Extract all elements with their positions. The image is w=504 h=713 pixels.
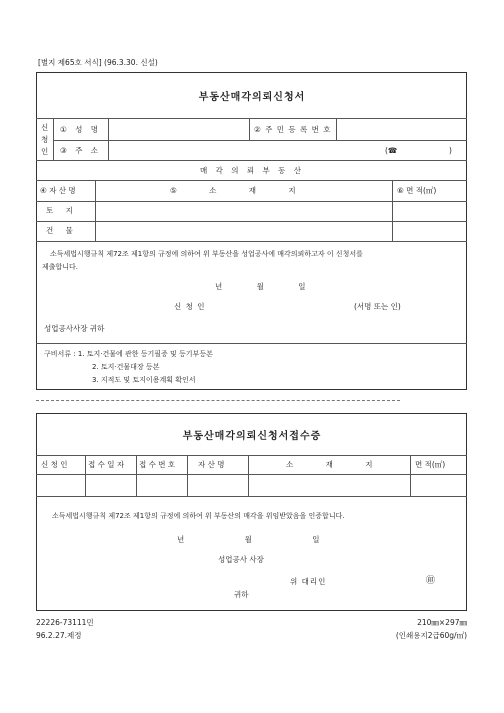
building-area-field[interactable] — [394, 222, 465, 240]
land-location-field[interactable] — [97, 202, 390, 220]
paper-spec: (인쇄용지2급60g/㎡) — [395, 631, 467, 640]
receipt-col-location: 소 재 지 — [286, 460, 373, 469]
name-field[interactable] — [110, 120, 247, 138]
resident-number-label: ② 주 민 등 록 번 호 — [254, 125, 332, 134]
building-location-field[interactable] — [97, 222, 390, 240]
receipt-applicant-field[interactable] — [38, 476, 84, 495]
agent-label: 위 대리인 — [290, 577, 327, 586]
receipt-number-field[interactable] — [138, 476, 186, 495]
attachment-item: 2. 토지·건물대장 등본 — [92, 363, 160, 371]
form-code: 22226-73111민 — [36, 618, 94, 627]
form-number-note: [별지 제65호 서식] (96.3.30. 신설) — [38, 58, 158, 67]
col-area: ⑥ 면 적(㎡) — [397, 186, 437, 195]
col-asset-name: ④ 자 산 명 — [40, 186, 76, 195]
receipt-col-date: 접 수 일 자 — [88, 460, 125, 469]
address-label: ③ 주 소 — [60, 146, 101, 155]
cut-line — [36, 400, 400, 401]
applicant-side-label-1: 신 — [41, 123, 49, 132]
resident-number-field[interactable] — [338, 120, 465, 138]
phone-close: ) — [449, 146, 452, 155]
receipt-col-number: 접 수 번 호 — [139, 460, 176, 469]
date-label: 년 월 일 — [215, 282, 306, 291]
land-area-field[interactable] — [394, 202, 465, 220]
applicant-side-label-3: 인 — [41, 147, 49, 156]
receipt-issuer: 성업공사 사장 — [218, 555, 264, 564]
paper-size: 210㎜×297㎜ — [417, 618, 467, 627]
receipt-location-field[interactable] — [250, 476, 408, 495]
receipt-date-label: 년 월 일 — [177, 535, 320, 544]
receipt-col-applicant: 신 청 인 — [41, 460, 68, 469]
recipient: 성업공사사장 귀하 — [44, 324, 105, 333]
receipt-col-area: 면 적(㎡) — [415, 460, 446, 469]
row-land: 토 지 — [46, 206, 73, 215]
receipt-area-field[interactable] — [412, 476, 465, 495]
receipt-statement: 소득세법시행규칙 제72조 제1항의 규정에 의하여 위 부동산의 매각을 위임받았음을 인증합니다. — [52, 512, 345, 520]
revision-date: 96.2.27.제정 — [36, 631, 82, 640]
statement-line-1: 소득세법시행규칙 제72조 제1항의 규정에 의하여 위 부동산을 성업공사에 매각의뢰하고자 이 신청서를 — [50, 250, 363, 258]
name-label: ① 성 명 — [60, 125, 101, 134]
address-field[interactable] — [110, 142, 380, 158]
phone-label: (☎ — [385, 146, 398, 155]
receipt-title: 부동산매각의뢰신청서접수증 — [182, 431, 322, 442]
signature-label: (서명 또는 인) — [354, 302, 401, 311]
statement-line-2: 제출합니다. — [42, 263, 79, 271]
applicant-side-label-2: 청 — [41, 135, 49, 144]
attachments-title: 구비서류 : 1. 토지·건물에 관한 등기필증 및 등기부등본 — [44, 350, 213, 358]
receipt-to: 귀하 — [234, 590, 249, 599]
receipt-asset-field[interactable] — [189, 476, 247, 495]
receipt-col-asset: 자 산 명 — [198, 460, 225, 469]
attachment-item: 3. 지적도 및 토지이용계획 확인서 — [92, 376, 196, 384]
applicant-label: 신 청 인 — [174, 302, 206, 311]
receipt-date-field[interactable] — [87, 476, 135, 495]
col-location: ⑤ 소 재 지 — [170, 186, 296, 195]
row-building: 건 물 — [46, 226, 73, 235]
seal-mark: ㊞ — [426, 576, 436, 586]
form-title: 부동산매각의뢰신청서 — [198, 92, 306, 103]
property-section-title: 매 각 의 뢰 부 동 산 — [199, 166, 305, 175]
